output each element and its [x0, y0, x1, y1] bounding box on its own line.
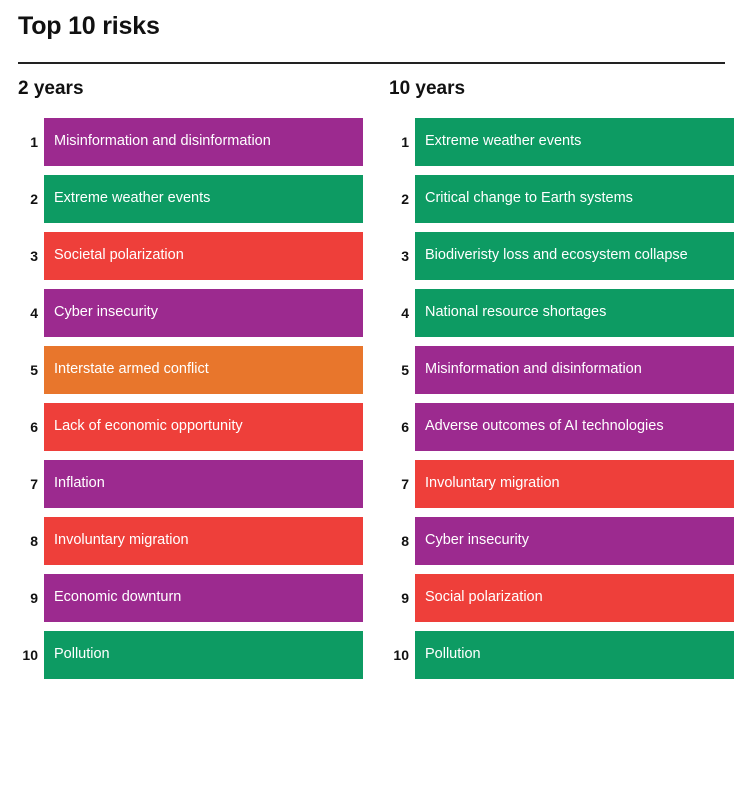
risk-label: Biodiveristy loss and ecosystem collapse: [425, 247, 688, 264]
list-item[interactable]: [389, 517, 734, 565]
risk-bar[interactable]: [415, 175, 734, 223]
risk-label: Cyber insecurity: [54, 304, 158, 321]
risk-bar[interactable]: [44, 574, 363, 622]
rank-number: 7: [401, 476, 409, 492]
page-title: Top 10 risks: [18, 12, 160, 40]
list-item[interactable]: [18, 517, 363, 565]
risk-columns: [0, 78, 743, 688]
risk-label: Extreme weather events: [54, 190, 211, 207]
rank-number: 1: [401, 134, 409, 150]
risk-bar[interactable]: [44, 517, 363, 565]
risk-label: Lack of economic opportunity: [54, 418, 243, 435]
list-item[interactable]: [18, 118, 363, 166]
risk-bar[interactable]: [415, 289, 734, 337]
risk-bar[interactable]: [44, 631, 363, 679]
rank-number: 8: [30, 533, 38, 549]
risk-label: Social polarization: [425, 589, 543, 606]
rank-number: 9: [30, 590, 38, 606]
risk-label: Misinformation and disinformation: [54, 133, 271, 150]
risk-bar[interactable]: [44, 403, 363, 451]
risk-label: National resource shortages: [425, 304, 607, 321]
risk-bar[interactable]: [415, 403, 734, 451]
list-item[interactable]: [18, 631, 363, 679]
risk-bar[interactable]: [415, 118, 734, 166]
list-item[interactable]: [18, 232, 363, 280]
list-item[interactable]: [18, 289, 363, 337]
column-heading: 2 years: [18, 78, 84, 99]
risk-bar[interactable]: [44, 289, 363, 337]
list-item[interactable]: [389, 175, 734, 223]
rank-number: 3: [401, 248, 409, 264]
rank-number: 10: [393, 647, 409, 663]
list-item[interactable]: [389, 403, 734, 451]
risk-label: Pollution: [54, 646, 110, 663]
risk-bar[interactable]: [415, 346, 734, 394]
risk-label: Economic downturn: [54, 589, 182, 606]
column-10-years: [371, 78, 742, 688]
risk-label: Involuntary migration: [54, 532, 189, 549]
column-2-years: [0, 78, 371, 688]
risk-label: Critical change to Earth systems: [425, 190, 633, 207]
risk-label: Interstate armed conflict: [54, 361, 209, 378]
risk-list-10-years: [389, 118, 734, 688]
rank-number: 3: [30, 248, 38, 264]
rank-number: 10: [22, 647, 38, 663]
list-item[interactable]: [18, 403, 363, 451]
rank-number: 6: [30, 419, 38, 435]
risk-bar[interactable]: [44, 175, 363, 223]
rank-number: 2: [30, 191, 38, 207]
risk-bar[interactable]: [44, 118, 363, 166]
column-heading: 10 years: [389, 78, 466, 99]
risk-bar[interactable]: [44, 460, 363, 508]
rank-number: 2: [401, 191, 409, 207]
rank-number: 6: [401, 419, 409, 435]
list-item[interactable]: [389, 631, 734, 679]
rank-number: 4: [30, 305, 38, 321]
list-item[interactable]: [389, 460, 734, 508]
rank-number: 8: [401, 533, 409, 549]
list-item[interactable]: [389, 289, 734, 337]
list-item[interactable]: [18, 346, 363, 394]
list-item[interactable]: [18, 574, 363, 622]
risk-bar[interactable]: [415, 574, 734, 622]
rank-number: 1: [30, 134, 38, 150]
rank-number: 5: [401, 362, 409, 378]
risk-label: Inflation: [54, 475, 105, 492]
risk-bar[interactable]: [415, 232, 734, 280]
risk-label: Adverse outcomes of AI technologies: [425, 418, 664, 435]
rank-number: 9: [401, 590, 409, 606]
risk-bar[interactable]: [415, 460, 734, 508]
risk-label: Misinformation and disinformation: [425, 361, 642, 378]
risk-bar[interactable]: [44, 232, 363, 280]
title-divider: [18, 62, 725, 64]
risk-label: Extreme weather events: [425, 133, 582, 150]
risk-bar[interactable]: [415, 631, 734, 679]
list-item[interactable]: [389, 232, 734, 280]
risk-bar[interactable]: [415, 517, 734, 565]
rank-number: 4: [401, 305, 409, 321]
rank-number: 7: [30, 476, 38, 492]
rank-number: 5: [30, 362, 38, 378]
risk-list-2-years: [18, 118, 363, 688]
risk-label: Pollution: [425, 646, 481, 663]
risk-label: Societal polarization: [54, 247, 184, 264]
risk-bar[interactable]: [44, 346, 363, 394]
list-item[interactable]: [18, 460, 363, 508]
list-item[interactable]: [389, 574, 734, 622]
list-item[interactable]: [18, 175, 363, 223]
list-item[interactable]: [389, 118, 734, 166]
risk-label: Cyber insecurity: [425, 532, 529, 549]
list-item[interactable]: [389, 346, 734, 394]
risk-label: Involuntary migration: [425, 475, 560, 492]
